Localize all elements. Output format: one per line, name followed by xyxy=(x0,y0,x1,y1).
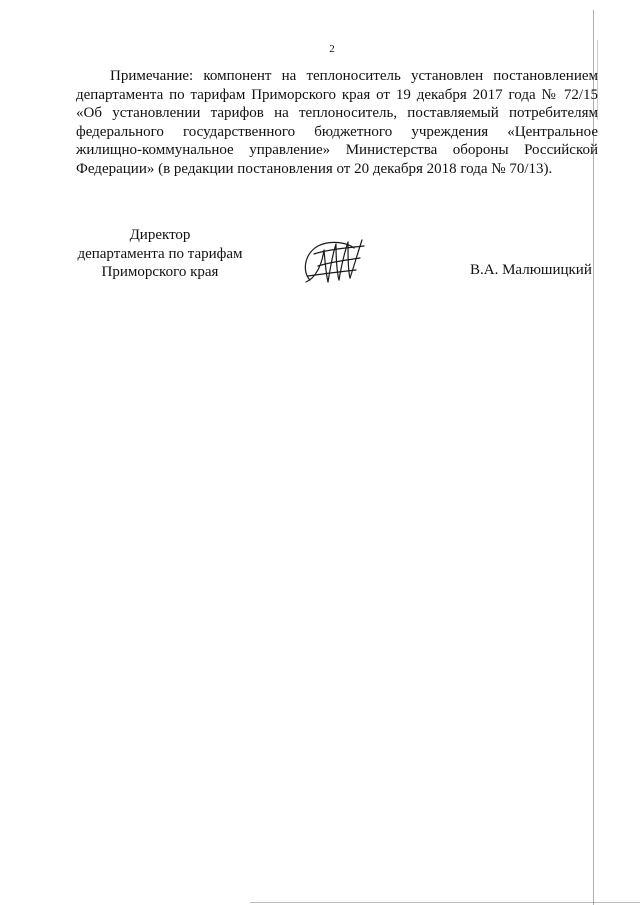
signer-name: В.А. Малюшицкий xyxy=(470,262,592,278)
handwritten-signature xyxy=(296,232,368,288)
page-number: 2 xyxy=(329,43,335,55)
signer-title-line-2: департамента по тарифам xyxy=(77,245,243,262)
scan-edge-bottom xyxy=(250,902,640,903)
signer-title-line-3: Приморского края xyxy=(101,264,219,280)
signer-title-line-1: Директор xyxy=(129,227,191,243)
note-paragraph: Примечание: компонент на теплоноситель установлен постановлением департамента по тарифам Приморского края от 19 декабря 2017 года № 72/15 «Об установлении тарифов на теплоноситель, поставляемый потребителям федерального государственного бюджетного учреждения «Центральное жилищно-коммунальное управление» Министерства обороны Российской Федерации» (в редакции постановления от 20 декабря 2018 года № 70/13). xyxy=(76,68,598,177)
signer-title xyxy=(60,226,260,282)
